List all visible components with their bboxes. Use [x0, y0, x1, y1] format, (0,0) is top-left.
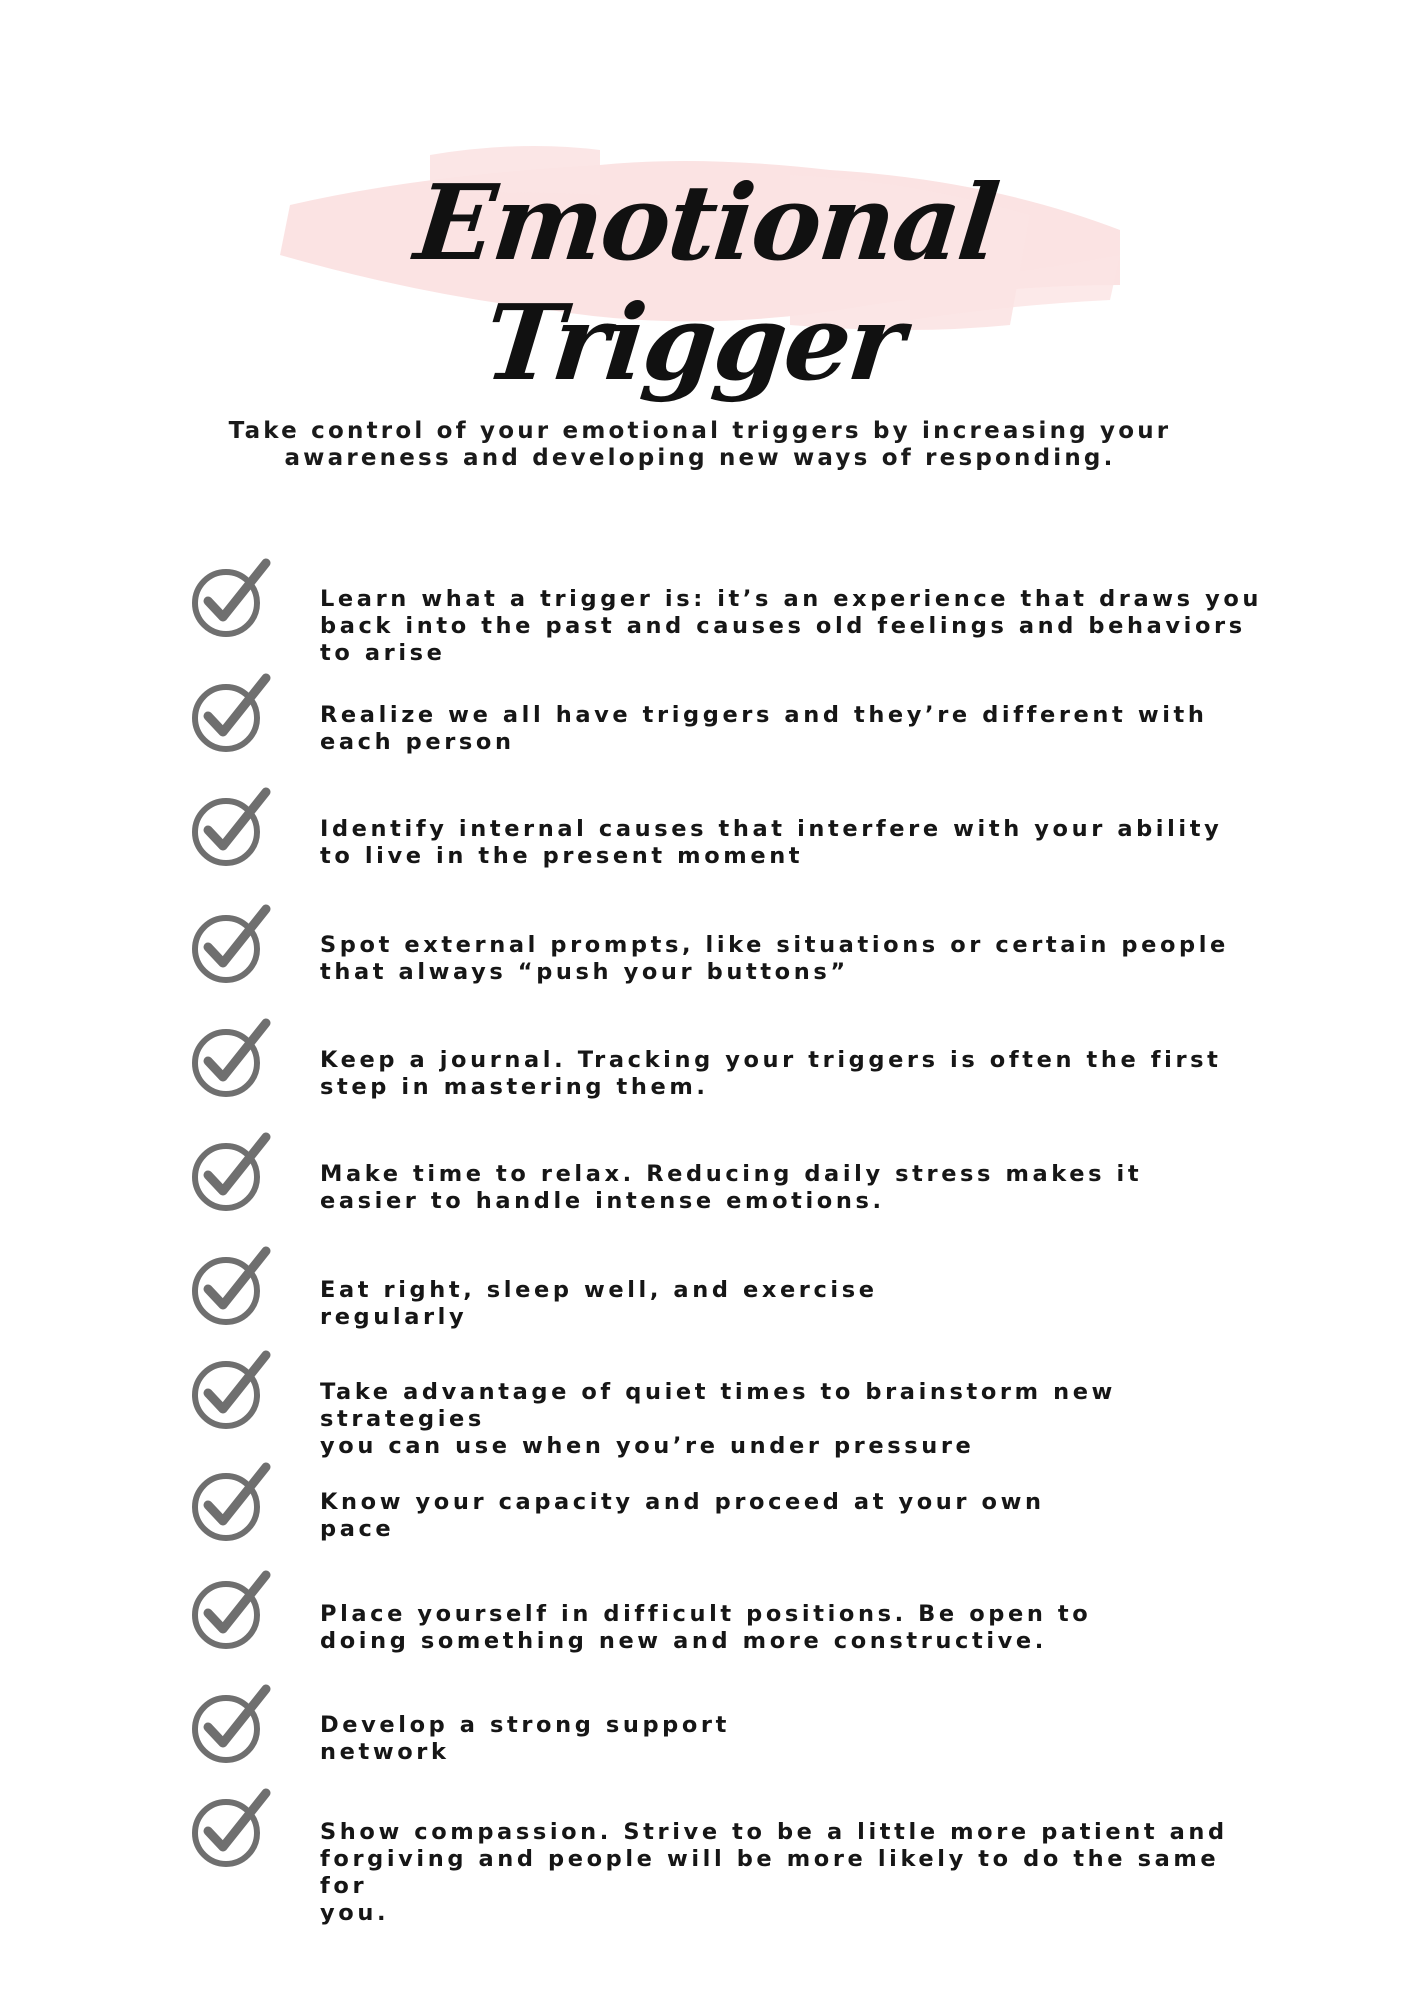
checklist-item-text: Keep a journal. Tracking your triggers is often the first step in mastering them. [320, 1047, 1222, 1100]
checklist-item-text: Make time to relax. Reducing daily stress makes it easier to handle intense emotions. [320, 1161, 1143, 1214]
checkmark-circle-icon [190, 672, 274, 756]
page-title: Emotional Trigger [409, 161, 1003, 404]
checklist-item-text: Realize we all have triggers and they’re different with each person [320, 702, 1208, 755]
checklist-item-text: Take advantage of quiet times to brainstorm new strategies you can use when you’re under pressure [320, 1379, 1116, 1459]
checkmark-circle-icon [190, 903, 274, 987]
checklist-item-text: Eat right, sleep well, and exercise regularly [320, 1277, 878, 1330]
checkmark-circle-icon [190, 557, 274, 641]
checkmark-circle-icon [190, 786, 274, 870]
page-subtitle: Take control of your emotional triggers by increasing your awareness and developing new ways of responding. [228, 418, 1172, 471]
checklist-item-text: Place yourself in difficult positions. Be open to doing something new and more constructive. [320, 1601, 1092, 1654]
checkmark-circle-icon [190, 1683, 274, 1767]
checkmark-circle-icon [190, 1461, 274, 1545]
checkmark-circle-icon [190, 1131, 274, 1215]
checkmark-circle-icon [190, 1017, 274, 1101]
title-banner [270, 135, 1130, 404]
checklist-item-text: Learn what a trigger is: it’s an experience that draws you back into the past and causes old feelings and behaviors to arise [320, 586, 1263, 666]
checkmark-circle-icon [190, 1569, 274, 1653]
checklist-item-text: Spot external prompts, like situations or certain people that always “push your buttons” [320, 932, 1229, 985]
checklist-item-text: Develop a strong support network [320, 1712, 730, 1765]
checkmark-circle-icon [190, 1787, 274, 1871]
checklist-item-text: Identify internal causes that interfere with your ability to live in the present moment [320, 816, 1223, 869]
checklist-item-text: Show compassion. Strive to be a little more patient and forgiving and people will be more likely to do the same for you. [320, 1819, 1228, 1926]
checkmark-circle-icon [190, 1349, 274, 1433]
checkmark-circle-icon [190, 1245, 274, 1329]
checklist-item-text: Know your capacity and proceed at your own pace [320, 1489, 1045, 1542]
